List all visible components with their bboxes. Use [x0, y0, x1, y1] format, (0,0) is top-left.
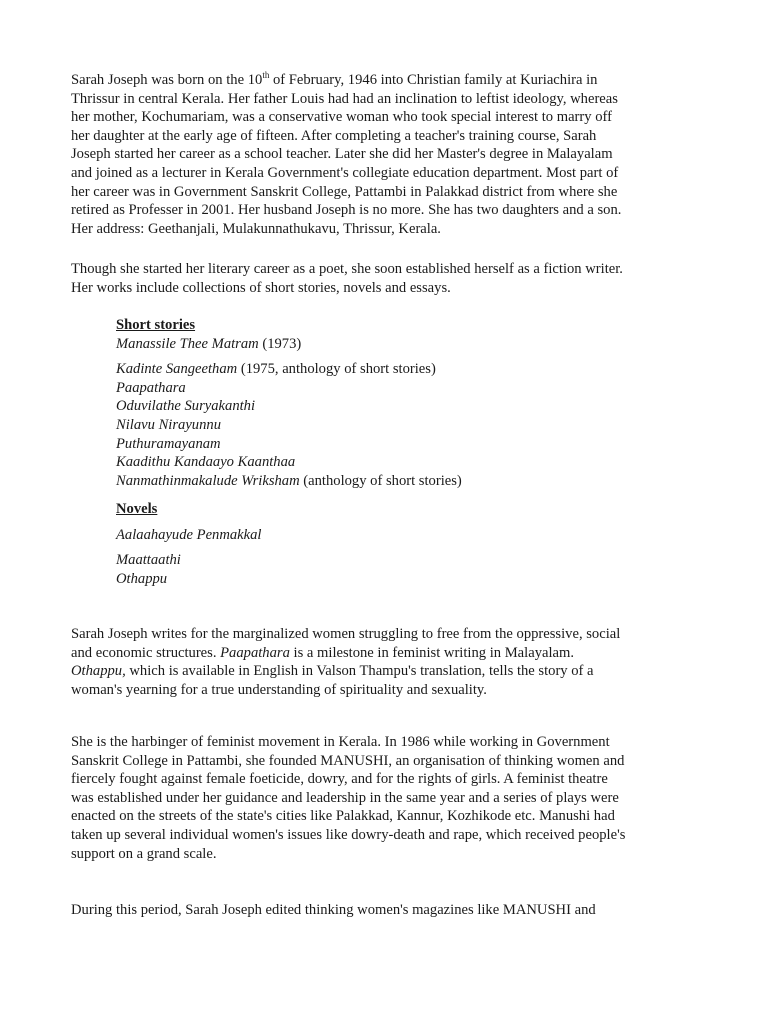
work-item: [116, 335, 676, 354]
themes-line: [71, 662, 711, 681]
period-line: During this period, Sarah Joseph edited thinking women's magazines like MANUSHI and: [71, 902, 596, 918]
work-item: [116, 397, 676, 416]
biography-line: her career was in Government Sanskrit College, Pattambi in Palakkad district from where she: [71, 183, 618, 200]
work-item: [116, 416, 676, 435]
work-title: Puthuramayanam: [116, 435, 221, 452]
activism-line: taken up several individual women's issues like dowry-death and rape, which received people's: [71, 826, 626, 843]
biography-line: [71, 71, 711, 90]
activism-line: fiercely fought against female foeticide, dowry, and for the rights of girls. A feminist theatre: [71, 771, 608, 788]
themes-text: is a milestone in feminist writing in Malayalam.: [289, 644, 574, 661]
work-title: Othappu,: [71, 663, 126, 680]
work-title: Kadinte Sangeetham: [116, 361, 238, 378]
biography-line: Her address: Geethanjali, Mulakunnathukavu, Thrissur, Kerala.: [71, 220, 441, 237]
work-title: Kaadithu Kandaayo Kaanthaa: [116, 454, 296, 471]
biography-line: Thrissur in central Kerala. Her father Louis had had an inclination to leftist ideology, whereas: [71, 90, 618, 107]
novel-title: Aalaahayude Penmakkal: [116, 526, 262, 543]
work-item: [116, 472, 676, 491]
biography-line: her mother, Kochumariam, was a conservative woman who took special interest to marry off: [71, 109, 612, 126]
themes-text: and economic structures.: [71, 644, 217, 661]
activism-line: enacted on the streets of the state's cities like Palakkad, Kannur, Kozhikode etc. Manushi had: [71, 808, 615, 825]
biography-line: Joseph started her career as a school teacher. Later she did her Master's degree in Malayalam: [71, 146, 613, 163]
activism-paragraph: [71, 733, 711, 863]
career-paragraph: [71, 260, 711, 297]
work-title: Oduvilathe Suryakanthi: [116, 398, 256, 415]
activism-line: Sanskrit College in Pattambi, she founded MANUSHI, an organisation of thinking women and: [71, 752, 625, 769]
activism-line: support on a grand scale.: [71, 845, 217, 862]
work-item: [116, 453, 676, 472]
themes-paragraph: [71, 625, 711, 699]
biography-text: of February, 1946 into Christian family at Kuriachira in: [269, 72, 598, 88]
themes-line: woman's yearning for a true understanding of spirituality and sexuality.: [71, 681, 487, 698]
work-note: (1975, anthology of short stories): [237, 361, 436, 378]
biography-line: and joined as a lecturer in Kerala Government's collegiate education department. Most part of: [71, 164, 619, 181]
work-note: (1973): [258, 335, 302, 352]
work-item: [116, 435, 676, 454]
work-title: Nanmathinmakalude Wriksham: [116, 472, 300, 489]
novel-title: Othappu: [116, 570, 168, 587]
themes-line: Sarah Joseph writes for the marginalized women struggling to free from the oppressive, social: [71, 626, 621, 642]
themes-text: which is available in English in Valson Thampu's translation, tells the story of a: [125, 663, 594, 680]
novels-heading: Novels: [116, 501, 158, 517]
work-title: Nilavu Nirayunnu: [116, 416, 221, 433]
work-item: [116, 360, 676, 379]
career-line: Her works include collections of short stories, novels and essays.: [71, 279, 451, 296]
career-line: Though she started her literary career as a poet, she soon established herself as a fiction writer.: [71, 261, 623, 277]
ordinal-suffix: th: [262, 70, 270, 80]
novels-section: [116, 500, 676, 588]
biography-line: her daughter at the early age of fifteen. After completing a teacher's training course, Sarah: [71, 127, 597, 144]
short-stories-section: [116, 316, 676, 490]
short-stories-heading: Short stories: [116, 317, 196, 333]
biography-line: retired as Professer in 2001. Her husband Joseph is no more. She has two daughters and a son.: [71, 202, 622, 219]
work-title: Paapathara: [116, 379, 186, 396]
activism-line: was established under her guidance and leadership in the same year and a series of plays were: [71, 789, 619, 806]
period-paragraph: [71, 901, 711, 920]
work-title: Manassile Thee Matram: [116, 335, 259, 352]
work-title: Paapathara: [220, 644, 290, 661]
activism-line: She is the harbinger of feminist movement in Kerala. In 1986 while working in Government: [71, 734, 610, 750]
novel-title: Maattaathi: [116, 552, 181, 569]
themes-line: [71, 644, 711, 663]
biography-text: Sarah Joseph was born on the 10: [71, 72, 263, 88]
work-note: (anthology of short stories): [299, 472, 462, 489]
biography-paragraph: [71, 71, 711, 238]
work-item: [116, 379, 676, 398]
